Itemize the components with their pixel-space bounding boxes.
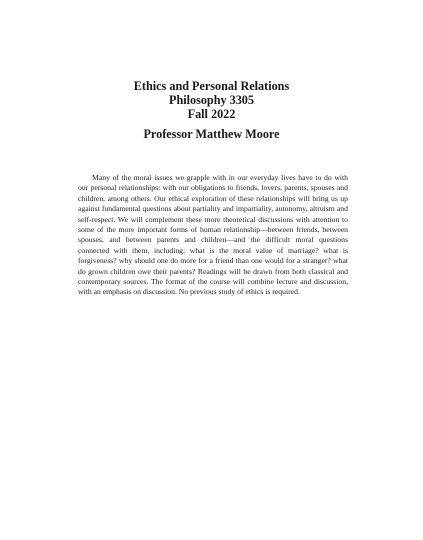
course-description: Many of the moral issues we grapple with in our everyday lives have to do with our personal relationships: with our obligations to friends, lovers, parents, spouses and children, among others. Our ethical exploration of these relationships will bring us up against fundamental questions about partiality and impartiality, autonomy, altruism and self-respect. We will complement these more theoretical discussions with attention to some of the more important forms of human relationship—between friends, between spouses, and between parents and children—and the difficult moral questions connected with them, including: what is the moral value of marriage? what is forgiveness? why should one do more for a friend than one would for a stranger? what do grown children owe their parents? Readings will be drawn from both classical and contemporary sources. The format of the course will combine lecture and discussion, with an emphasis on discussion. No previous study of ethics is required. (78, 173, 348, 297)
course-number: Philosophy 3305 (169, 93, 254, 107)
course-title: Ethics and Personal Relations (133, 79, 290, 93)
title-block (0, 79, 423, 121)
instructor-name: Professor Matthew Moore (143, 127, 280, 141)
course-term: Fall 2022 (187, 107, 236, 121)
